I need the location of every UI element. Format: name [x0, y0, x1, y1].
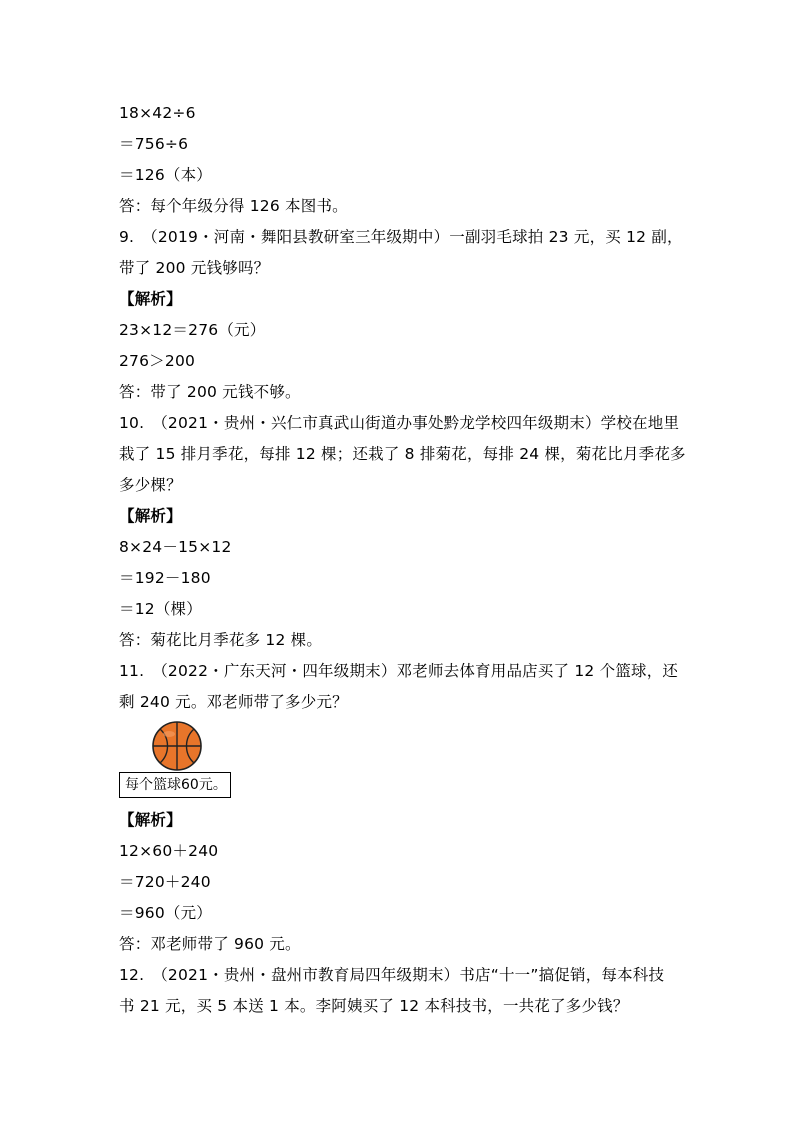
price-caption: 每个篮球60元。	[119, 772, 231, 798]
calc-line: 18×42÷6	[119, 104, 196, 122]
question-12-line: 书 21 元，买 5 本送 1 本。李阿姨买了 12 本科技书，一共花了多少钱？	[119, 997, 629, 1015]
answer-line: 答：菊花比月季花多 12 棵。	[119, 631, 323, 649]
calc-line: ＝126（本）	[119, 166, 212, 184]
calc-line: ＝192－180	[119, 569, 211, 587]
answer-line: 答：邓老师带了 960 元。	[119, 935, 301, 953]
calc-line: 8×24－15×12	[119, 538, 232, 556]
question-11-line: 剩 240 元。邓老师带了多少元？	[119, 693, 348, 711]
answer-line: 答：带了 200 元钱不够。	[119, 383, 301, 401]
solution-heading: 【解析】	[119, 290, 182, 308]
question-11-line: 11. （2022・广东天河・四年级期末）邓老师去体育用品店买了 12 个篮球，还	[119, 662, 679, 680]
question-10-line: 10. （2021・贵州・兴仁市真武山街道办事处黔龙学校四年级期末）学校在地里	[119, 414, 680, 432]
calc-line: ＝720＋240	[119, 873, 211, 891]
question-9-line: 带了 200 元钱够吗？	[119, 259, 270, 277]
solution-heading: 【解析】	[119, 811, 182, 829]
question-9-line: 9. （2019・河南・舞阳县教研室三年级期中）一副羽毛球拍 23 元，买 12 副，	[119, 228, 683, 246]
solution-heading: 【解析】	[119, 507, 182, 525]
calc-line: ＝756÷6	[119, 135, 189, 153]
calc-line: 276＞200	[119, 352, 196, 370]
calc-line: ＝960（元）	[119, 904, 212, 922]
calc-line: ＝12（棵）	[119, 600, 202, 618]
question-10-line: 栽了 15 排月季花，每排 12 棵；还栽了 8 排菊花，每排 24 棵，菊花比月季花多	[119, 445, 686, 463]
question-12-line: 12. （2021・贵州・盘州市教育局四年级期末）书店“十一”搞促销，每本科技	[119, 966, 665, 984]
calc-line: 23×12＝276（元）	[119, 321, 266, 339]
calc-line: 12×60＋240	[119, 842, 219, 860]
question-10-line: 多少棵？	[119, 476, 182, 494]
basketball-icon	[151, 720, 203, 772]
answer-line: 答：每个年级分得 126 本图书。	[119, 197, 348, 215]
